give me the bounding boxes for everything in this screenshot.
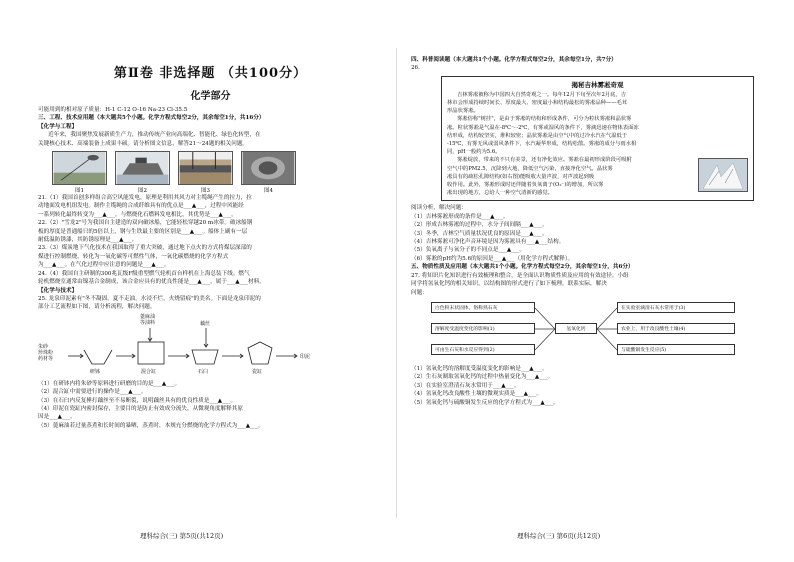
question-27-sub: [411, 365, 766, 407]
stone-mortar-shape: [192, 350, 218, 364]
reading-line: 凇具有的疏松孔隙结构(如右图)能吸收大量声波，对声波起到吸: [447, 173, 595, 180]
reading-title: 揭秘吉林雾凇奇观: [571, 80, 624, 89]
figure-2: [115, 151, 170, 194]
figure-caption: 图3: [201, 188, 210, 195]
q27-line: 同学将氢氧化钙的相关知识，以结构图的形式进行了如下梳理。联系实际，解决: [411, 281, 607, 288]
q25-sub-line: （4）印泥在瓷缸内密封保存，主要目的是防止有效成分流失，从微观角度解释其原: [38, 405, 243, 412]
q22-line: 22.（2）"雪龙2"号为我国自主建造的双向破冰船，它能轻松穿越20 m冰带。破冰船钢: [38, 220, 253, 227]
q21-line: 21.（1）我国首创多样组合高空风能发电，原理是利用其风力对主缆绳产生的拉力，拉: [38, 195, 252, 202]
figure-caption: 图1: [75, 188, 84, 195]
concept-node-solubility: 溶解度受温度变化的影响(1): [431, 323, 535, 334]
concept-node-copper-sulfate: 与硫酸铜发生反应(5): [617, 344, 735, 355]
q23-line: 为___▲___。在气化过程中应注意的问题是___▲___。: [38, 262, 170, 269]
q27-sub-line: （2）生石灰制取氢氧化钙的过程中热量变化为___▲___。: [411, 374, 554, 381]
reading-line: 凇。粒状雾凇是气温在-8℃～-2℃，有雾或湿风的条件下，雾滴迅速在物体表面冻: [447, 124, 639, 131]
icebreaker-image: [115, 151, 170, 185]
process-flow-diagram: [38, 314, 383, 378]
reading-passage-box: [441, 76, 754, 202]
subject-title: 化学部分: [190, 91, 231, 102]
porcelain-jar-shape: [248, 342, 272, 364]
question-21: [38, 194, 383, 219]
intro-line: 近年来，我国聚焦发展新质生产力，推动传统产业向高端化、智能化、绿色化转型，在: [48, 132, 261, 139]
flow-output-label: 印泥: [300, 353, 311, 360]
coal-gasification-image: [178, 151, 233, 185]
q25-sub-line: （1）在研钵内将朱砂等原料进行研磨的目的是___▲___。: [38, 380, 181, 387]
q25-sub-line: （5）蓖麻油若过量蒸煮和长时间的暴晒，蒸煮时，本规充分燃烧的化学方程式为___▲___。: [38, 422, 265, 429]
concept-map: [431, 299, 766, 363]
q26-sub-line: （1）吉林雾凇形成的条件是___▲___。: [411, 213, 509, 220]
mixing-tank-shape: [138, 342, 164, 364]
section4-heading: 四、科普阅读题（本大题共1个小题。化学方程式每空2分，其余每空1分，共7分）: [411, 57, 617, 63]
reading-line: 凇出现的地方，总给人一种空气清新的感觉。: [447, 190, 553, 197]
reading-line: 吉林雾凇被称为中国四大自然奇观之一。每年12月下旬至次年2月底，吉: [457, 91, 627, 98]
flow-oil-label: 蓖麻油 等油料: [140, 313, 156, 326]
flow-step2-label: 混合缸: [141, 368, 157, 375]
reading-line: 林市会形成持续时间长、厚度最大、密度最小和结构最松的雾凇品种——毛茸: [447, 100, 628, 107]
section5-heading: 五、物质性质及应用题（本大题共1个小题。化学方程式每空2分，其余每空1分，共6分）: [411, 264, 634, 271]
q24-line: 轮机燃烧室通常由镍基合金制成，该合金应具有的优良性能是___▲___，属于___▲___材料。: [38, 279, 265, 286]
figure-caption: 图4: [264, 188, 273, 195]
q27-sub-line: （3）在实验室澄清石灰水常用于___▲___。: [411, 382, 520, 389]
page-footer: 理科综合(三) 第5页(共12页): [140, 532, 224, 540]
tag-technology: 【化学与技术】: [38, 287, 78, 294]
figure-row: [52, 151, 383, 194]
concept-node-appearance: 白色粉末状固体，俗称熟石灰: [431, 302, 535, 313]
question-23: [38, 244, 383, 269]
q27-sub-line: （1）氢氧化钙的溶解度受温度变化的影响是___▲___。: [411, 365, 548, 372]
figure-1: [52, 151, 107, 194]
figure-caption: 图2: [138, 188, 147, 195]
reading-line: -15℃，有雾无风或弱风条件下，水汽凝华形成，结构松散。雾凇的成分与雨水相: [447, 141, 637, 148]
q26-sub-line: （5）负氧离子与氧分子的不同点是___▲___。: [411, 247, 526, 254]
right-page: [397, 0, 794, 562]
flow-raw-label: 朱砂 珍珠粉 药材等: [38, 343, 54, 362]
q23-line: 23.（3）煤炭地下气化技术在我国取得了重大突破，通过地下点火的方式将煤层深部的: [38, 245, 252, 252]
figure-4: [241, 151, 296, 194]
concept-node-center: 氢氧化钙: [555, 323, 597, 334]
tag-engineering: 【化学与工程】: [38, 123, 78, 130]
q26-sub-line: （3）冬季，吉林空气质量状况优良的原因是___▲___。: [411, 230, 548, 237]
reading-line: 形晶状雾凇。: [447, 108, 479, 115]
q25-line: 部分工艺流程如下图，请分析流程，解决问题。: [38, 304, 156, 311]
flow-step3-label: 石臼: [198, 368, 209, 375]
q27-line: 问题：: [411, 289, 428, 296]
q26-sub-line: （6）雾凇的pH约为5.6的原因是___▲___（用化学方程式解释）。: [411, 255, 574, 262]
reading-line: 空气中的PM2.5，沉降到大地，降低空气污染，直接净化空气。晶状雾: [447, 165, 613, 172]
reading-line: 雾凇俗称"树挂"，是由于雾凇的结构和形成条件，可分为粒状雾凇和晶状雾: [457, 116, 632, 123]
question-24: [38, 270, 383, 287]
question-25-intro: [38, 295, 383, 312]
q27-sub-line: （5）氢氧化钙与硫酸铜发生反应的化学方程式为___▲___。: [411, 399, 559, 406]
question-22: [38, 219, 383, 244]
q25-line: 25. 龙泉印泥素有"冬不凝固，夏不走油，水浸不烂，火烧留痕"的美名。下面是龙泉印泥的: [38, 295, 261, 302]
gas-turbine-image: [241, 151, 296, 185]
rime-photo: [698, 158, 748, 192]
reading-line: 收作用。此外，雾凇形成时还伴随着负氧离子(O₂⁻)的增加，所以雾: [447, 182, 604, 189]
q26-number: 26.: [411, 65, 420, 72]
q27-sub-line: （4）氢氧化钙改良酸性土壤的微观实质是___▲___。: [411, 391, 542, 398]
volume-title: 第Ⅱ卷 非选择题 （共100分）: [113, 66, 308, 81]
mortar-shape: [84, 350, 112, 364]
q24-line: 24.（4）我国自主研制的300兆瓦级F级重型燃气轮机首台样机在上海总装下线。燃气: [38, 270, 250, 277]
reading-line: 雾凇绽放，带来的不只有美景，还有净化效应。雾凇在最初形成阶段可吸附: [457, 157, 632, 164]
section3-heading: 三、工程、技术应用题（本大题共5个小题。化学方程式每空2分，其余每空1分，共16分）: [38, 115, 265, 122]
q25-sub-line: 因是___▲___。: [38, 414, 76, 421]
concept-node-soil: 农业上，用于改良酸性土壤(4): [617, 323, 735, 334]
q27-line: 27. 将知识片化知识进行有效梳理和整合，是全面认识物质性质及应用的有效途径。小组: [411, 272, 629, 279]
concept-node-lab-use: 在实验室滴清石灰水常用于(3): [617, 302, 735, 313]
question-26-sub: [411, 213, 766, 263]
concept-node-preparation: 可由生石灰和水反应得到(2): [431, 344, 535, 355]
flow-step4-label: 瓷缸: [252, 368, 263, 375]
reading-line: 同，pH一般约为5.6。: [447, 149, 501, 156]
wind-kite-image: [52, 151, 107, 185]
q25-sub-line: （2）混合缸中需要进行的操作是___▲___。: [38, 389, 147, 396]
flow-step1-label: 研钵: [90, 368, 101, 375]
page-footer: 理科综合(三) 第6页(共12页): [517, 532, 601, 540]
q23-line: 煤进行控制燃烧，转化为一氧化碳等可燃性气体，一氧化碳燃烧的化学方程式: [38, 253, 229, 260]
intro-line: 关键核心技术、高端装备上成果丰硕。请分析图文信息，解答21～24题的相关问题。: [38, 140, 249, 147]
q21-line: 一系列转化最终转变为___▲___，与燃烧化石燃料发电相比，其优势是___▲___。: [38, 211, 237, 218]
q21-line: 动地面发电机组发电。制作主缆绳的合成纤维具有的优点是___▲___，过程中风能经: [38, 203, 244, 210]
q26-sub-line: （4）吉林雾凇可净化声音环境是因为雾凇具有___▲___结构。: [411, 239, 565, 246]
q26-sub-line: （2）形成吉林雾凇的过程中，水分子间间隔___▲___。: [411, 222, 548, 229]
question-27-intro: [411, 272, 766, 297]
question-25-sub: [38, 380, 383, 430]
figure-3: [178, 151, 233, 194]
q22-line: 耐低温防锈漆，其防锈原理是___▲___。: [38, 237, 138, 244]
reading-line: 结形成，结构较坚实，堆积较密；晶状雾凇是由空气中的过冷水汽在气温低于: [447, 132, 628, 139]
atomic-masses: 可能用到的相对原子质量：H-1 C-12 O-16 Na-23 Cl-35.5: [38, 107, 188, 113]
flow-moss-label: 藕丝: [200, 320, 211, 327]
reading-prompt: 阅读分析，解决问题：: [411, 205, 467, 212]
q25-sub-line: （3）在石臼内反复捶打藕丝至不易断裂，说明藕丝具有的优良性质是___▲___。: [38, 397, 237, 404]
q22-line: 板的厚度是普通船只的5倍以上，钢与生铁最主要的区别是___▲___。船体上刷有一层: [38, 228, 248, 235]
